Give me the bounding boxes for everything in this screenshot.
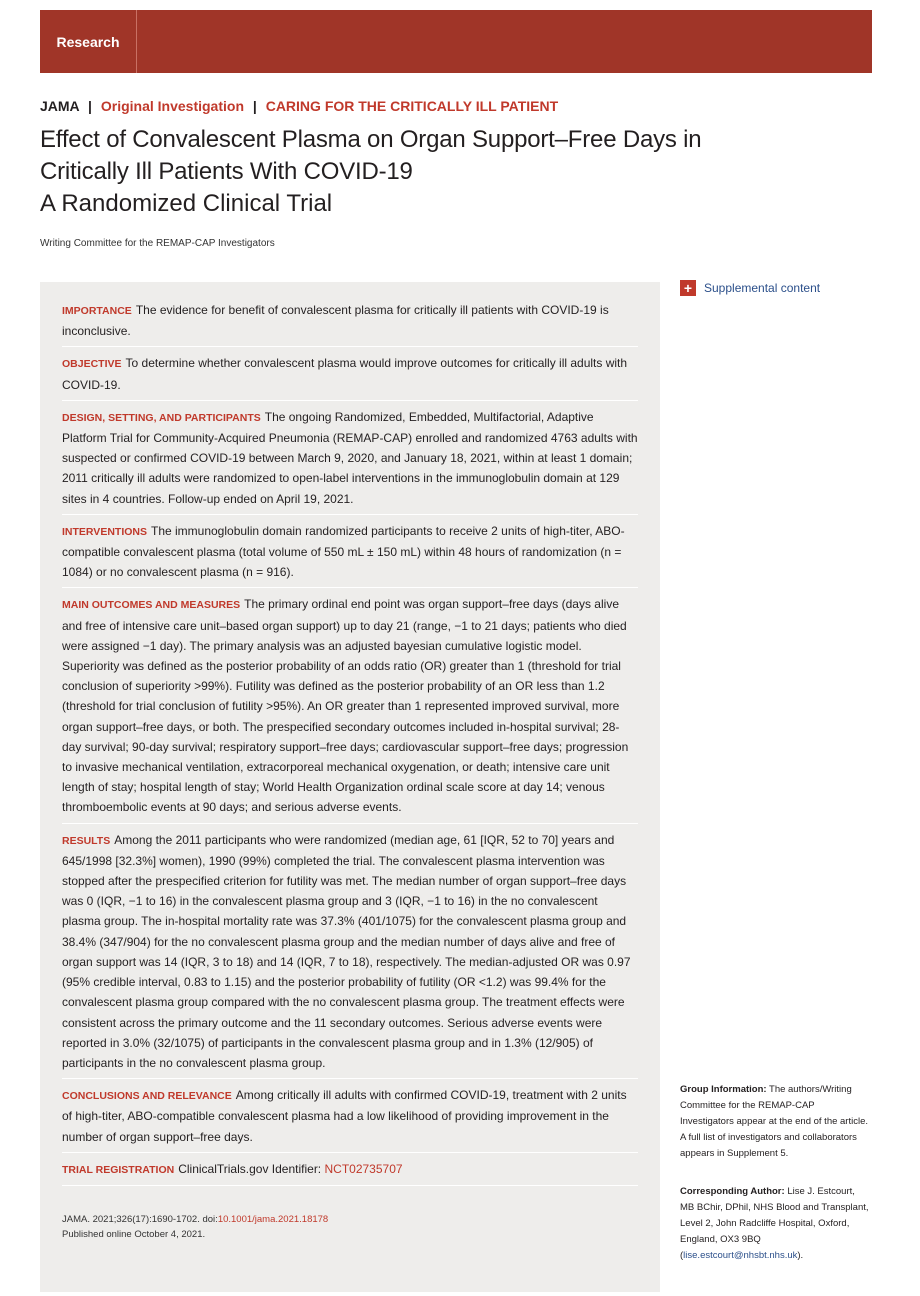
corresponding-author: [680, 1184, 870, 1264]
section-heading: OBJECTIVE: [62, 358, 122, 371]
group-info-heading: Group Information:: [680, 1084, 767, 1095]
abstract-conclusions: [62, 1085, 638, 1153]
article-theme: CARING FOR THE CRITICALLY ILL PATIENT: [265, 98, 559, 114]
abstract-box: [40, 282, 660, 1292]
supplemental-label: Supplemental content: [704, 281, 821, 295]
trial-id-link[interactable]: NCT02735707: [324, 1161, 403, 1176]
section-heading: MAIN OUTCOMES AND MEASURES: [62, 599, 241, 612]
abstract-objective: [62, 353, 638, 400]
section-text: ClinicalTrials.gov Identifier:: [178, 1161, 322, 1176]
abstract-registration: [62, 1159, 638, 1186]
abstract-results: [62, 830, 638, 1079]
citation: [62, 1212, 638, 1242]
section-text: The evidence for benefit of convalescent plasma for critically ill patients with COVID-19 is inconclusive.: [62, 303, 609, 339]
section-heading: TRIAL REGISTRATION: [62, 1163, 175, 1176]
section-heading: RESULTS: [62, 834, 111, 847]
plus-icon: +: [680, 280, 696, 296]
corresponding-author-end: ).: [797, 1250, 804, 1261]
abstract-importance: [62, 300, 638, 347]
abstract-outcomes: [62, 594, 638, 823]
abstract-interventions: [62, 521, 638, 589]
section-label: Research: [40, 10, 137, 73]
kicker-separator: |: [88, 98, 92, 114]
group-information: [680, 1082, 870, 1162]
section-heading: DESIGN, SETTING, AND PARTICIPANTS: [62, 411, 261, 424]
citation-ref: JAMA. 2021;326(17):1690-1702. doi:: [62, 1213, 218, 1225]
abstract-design: [62, 407, 638, 515]
author-email-link[interactable]: lise.estcourt@nhsbt.nhs.uk: [683, 1250, 798, 1261]
article-subtitle: A Randomized Clinical Trial: [40, 190, 333, 217]
section-heading: IMPORTANCE: [62, 305, 132, 317]
section-text: Among the 2011 participants who were randomized (median age, 61 [IQR, 52 to 70] years and 645/1998 [32.3%] women), 1990 (99%) completed the trial. The convalescent plasma intervention was stopped after the prespecified criterion for futility was met. The median number of organ support–free days was 0 (IQR, −1 to 16) in the convalescent plasma group and 3 (IQR, −1 to 16) in the no convalescent plasma group. The in-hospital mortality rate was 37.3% (401/1075) for the convalescent plasma group and 38.4% (347/904) for the no convalescent plasma group and the median number of days alive and free of organ support was 14 (IQR, 3 to 18) and 14 (IQR, 7 to 18), respectively. The median-adjusted OR was 0.97 (95% credible interval, 0.83 to 1.15) and the posterior probability of futility (OR <1.2) was 99.4% for the convalescent plasma group compared with the no convalescent plasma group. The treatment effects were consistent across the primary outcome and the 11 secondary outcomes. Serious adverse events were reported in 3.0% (32/1075) of participants in the convalescent plasma group and in 1.3% (12/905) of participants in the no convalescent plasma group.: [62, 832, 631, 1070]
corresponding-author-heading: Corresponding Author:: [680, 1186, 785, 1197]
section-text: Among critically ill adults with confirmed COVID-19, treatment with 2 units of high-titer, ABO-compatible convalescent plasma had a low likelihood of providing improvement in the number of organ support–free days.: [62, 1088, 627, 1144]
article-title: Effect of Convalescent Plasma on Organ Support–Free Days in Critically Ill Patients With COVID-19: [40, 126, 702, 185]
section-text: The primary ordinal end point was organ support–free days (days alive and free of intensive care unit–based organ support) up to day 21 (range, −1 to 21 days; patients who died were assigned −1 day). The primary analysis was an adjusted bayesian cumulative logistic model. Superiority was defined as the posterior probability of an odds ratio (OR) greater than 1 (threshold for trial conclusion of superiority >99%). Futility was defined as the posterior probability of an OR less than 1.2 (threshold for trial conclusion of futility >95%). An OR greater than 1 represented improved survival, more organ support–free days, or both. The prespecified secondary outcomes included in-hospital survival; 28-day survival; 90-day survival; respiratory support–free days; cardiovascular support–free days; progression to invasive mechanical ventilation, extracorporeal mechanical oxygenation, or death; intensive care unit length of stay; hospital length of stay; World Health Organization ordinal scale score at day 14; venous thromboembolic events at 90 days; and serious adverse events.: [62, 597, 629, 815]
section-text: The immunoglobulin domain randomized participants to receive 2 units of high-titer, ABO-compatible convalescent plasma (total volume of 550 mL ± 150 mL) within 48 hours of randomization (n = 1084) or no convalescent plasma (n = 916).: [62, 523, 625, 580]
journal-name: JAMA: [40, 98, 80, 114]
section-heading: CONCLUSIONS AND RELEVANCE: [62, 1090, 232, 1103]
published-date: Published online October 4, 2021.: [62, 1228, 206, 1240]
section-text: To determine whether convalescent plasma would improve outcomes for critically ill adults with COVID-19.: [62, 356, 628, 392]
citation-line: [62, 1212, 638, 1227]
corresponding-author-text: Lise J. Estcourt, MB BChir, DPhil, NHS Blood and Transplant, Level 2, John Radcliffe Hospital, Oxford, England, OX3 9BQ (: [680, 1186, 869, 1261]
article-kicker: [40, 98, 558, 114]
section-heading: INTERVENTIONS: [62, 525, 147, 538]
article-type: Original Investigation: [100, 98, 244, 114]
doi-link[interactable]: 10.1001/jama.2021.18178: [217, 1213, 329, 1225]
section-banner: [40, 10, 872, 73]
group-info-text: The authors/Writing Committee for the REMAP-CAP Investigators appear at the end of the article. A full list of investigators and collaborators appears in Supplement 5.: [680, 1084, 869, 1159]
section-text: The ongoing Randomized, Embedded, Multifactorial, Adaptive Platform Trial for Community-Acquired Pneumonia (REMAP-CAP) enrolled and randomized 4763 adults with suspected or confirmed COVID-19 between March 9, 2020, and January 18, 2021, within at least 1 domain; 2011 critically ill adults were randomized to open-label interventions in the immunoglobulin domain at 129 sites in 4 countries. Follow-up ended on April 19, 2021.: [62, 409, 638, 506]
author-byline: Writing Committee for the REMAP-CAP Investigators: [40, 238, 275, 249]
kicker-separator: |: [252, 98, 257, 114]
supplemental-content-link[interactable]: [680, 280, 820, 296]
